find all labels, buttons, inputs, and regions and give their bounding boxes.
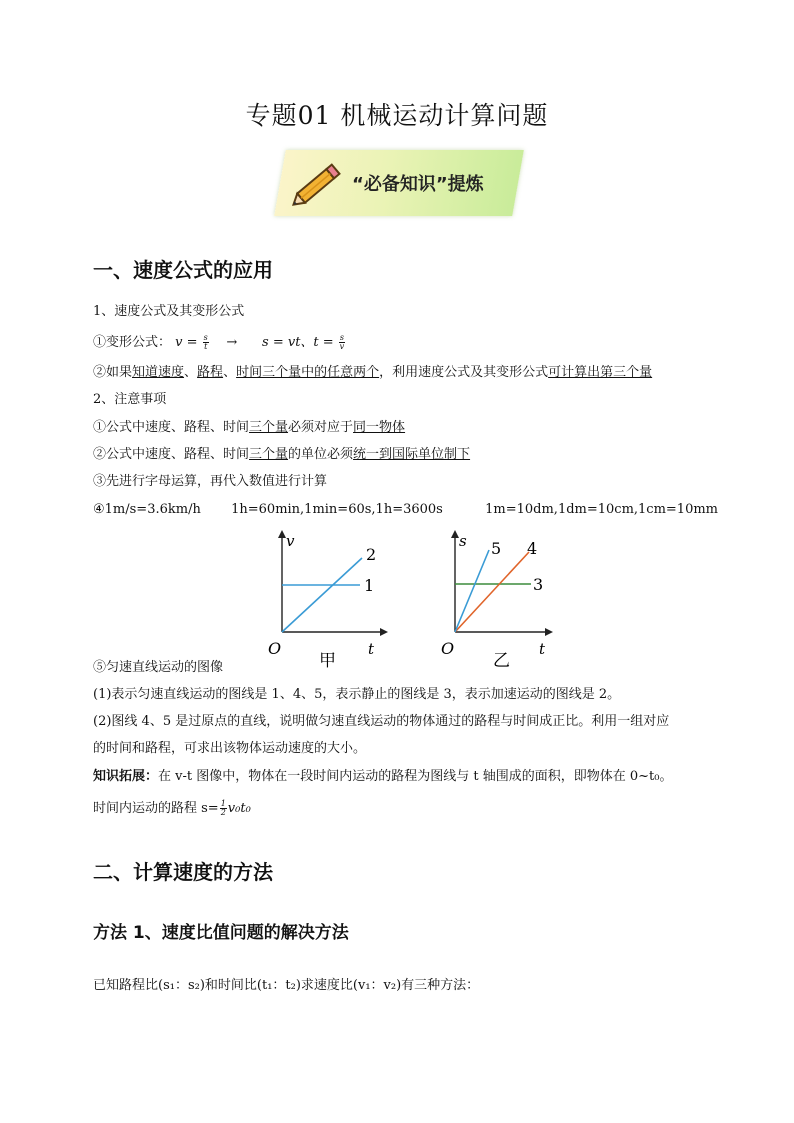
line-label-1: 1	[364, 576, 375, 595]
s-axis-label: s	[459, 532, 467, 550]
pencil-icon	[288, 158, 348, 210]
origin-label: O	[268, 639, 282, 658]
item1-title: 1、速度公式及其变形公式	[93, 304, 245, 319]
caution-4: ④1m/s=3.6km/h 1h=60min,1min=60s,1h=3600s 1m=10dm,1dm=10cm,1cm=10mm	[93, 502, 719, 517]
note-two-of-three: ②如果知道速度、路程、时间三个量中的任意两个，利用速度公式及其变形公式可计算出第三个量	[93, 365, 653, 380]
t-axis-label: t	[539, 640, 546, 658]
graph-line-2	[282, 558, 362, 632]
formula-line: ①变形公式： v = $\frac{s}{t}$ → s = vt、t = $\frac{s}{v}$	[93, 333, 345, 351]
section2-heading: 二、计算速度的方法	[93, 860, 273, 884]
line-label-2: 2	[366, 545, 377, 564]
t-axis-arrow	[380, 628, 388, 636]
graph-line-4	[455, 552, 529, 632]
fraction-s-over-v: $\frac{s}{v}$	[339, 333, 345, 351]
line-label-3: 3	[533, 575, 544, 594]
extension-label: 知识拓展：	[93, 769, 159, 784]
caution-5: ⑤匀速直线运动的图像	[93, 660, 224, 675]
graph-caption-yi: 乙	[493, 651, 510, 668]
paragraph-1: (1)表示匀速直线运动的图线是 1、4、5，表示静止的图线是 3，表示加速运动的图线是 2。	[93, 687, 621, 702]
section1-heading: 一、速度公式的应用	[93, 258, 273, 282]
knowledge-extension-last: 时间内运动的路程 s= $\frac{1}{2}$ v₀t₀	[93, 799, 251, 817]
caution-2: ②公式中速度、路程、时间三个量的单位必须统一到国际单位制下	[93, 447, 471, 462]
item2-title: 2、注意事项	[93, 392, 167, 407]
page-title: 专题01 机械运动计算问题	[245, 101, 549, 130]
fraction-s-over-t: $\frac{s}{t}$	[203, 333, 208, 351]
graph-jia	[262, 528, 392, 668]
graph-caption-jia: 甲	[319, 651, 336, 668]
method1-heading: 方法 1、速度比值问题的解决方法	[93, 923, 349, 943]
banner-text: “必备知识”提炼	[352, 174, 484, 195]
caution-3: ③先进行字母运算，再代入数值进行计算	[93, 474, 328, 489]
paragraph-2b: 的时间和路程，可求出该物体运动速度的大小。	[93, 741, 367, 756]
knowledge-extension: 知识拓展：在 v-t 图像中，物体在一段时间内运动的路程为图线与 t 轴围成的面积，即物体在 0~t₀。	[93, 769, 673, 784]
s-axis-arrow	[451, 530, 459, 538]
t-axis-label: t	[368, 640, 375, 658]
v-axis-arrow	[278, 530, 286, 538]
method1-intro: 已知路程比(s₁：s₂)和时间比(t₁：t₂)求速度比(v₁：v₂)有三种方法：	[93, 978, 480, 993]
t-axis-arrow	[545, 628, 553, 636]
paragraph-2a: (2)图线 4、5 是过原点的直线，说明做匀速直线运动的物体通过的路程与时间成正比。利用一组对应	[93, 714, 670, 729]
line-label-4: 4	[527, 539, 538, 558]
caution-1: ①公式中速度、路程、时间三个量必须对应于同一物体	[93, 420, 406, 435]
v-axis-label: v	[286, 532, 295, 550]
knowledge-banner	[274, 150, 524, 216]
fraction-one-half: $\frac{1}{2}$	[220, 799, 226, 817]
graph-yi	[435, 528, 565, 668]
graph-line-5	[455, 550, 489, 632]
origin-label: O	[441, 639, 455, 658]
line-label-5: 5	[491, 539, 502, 558]
